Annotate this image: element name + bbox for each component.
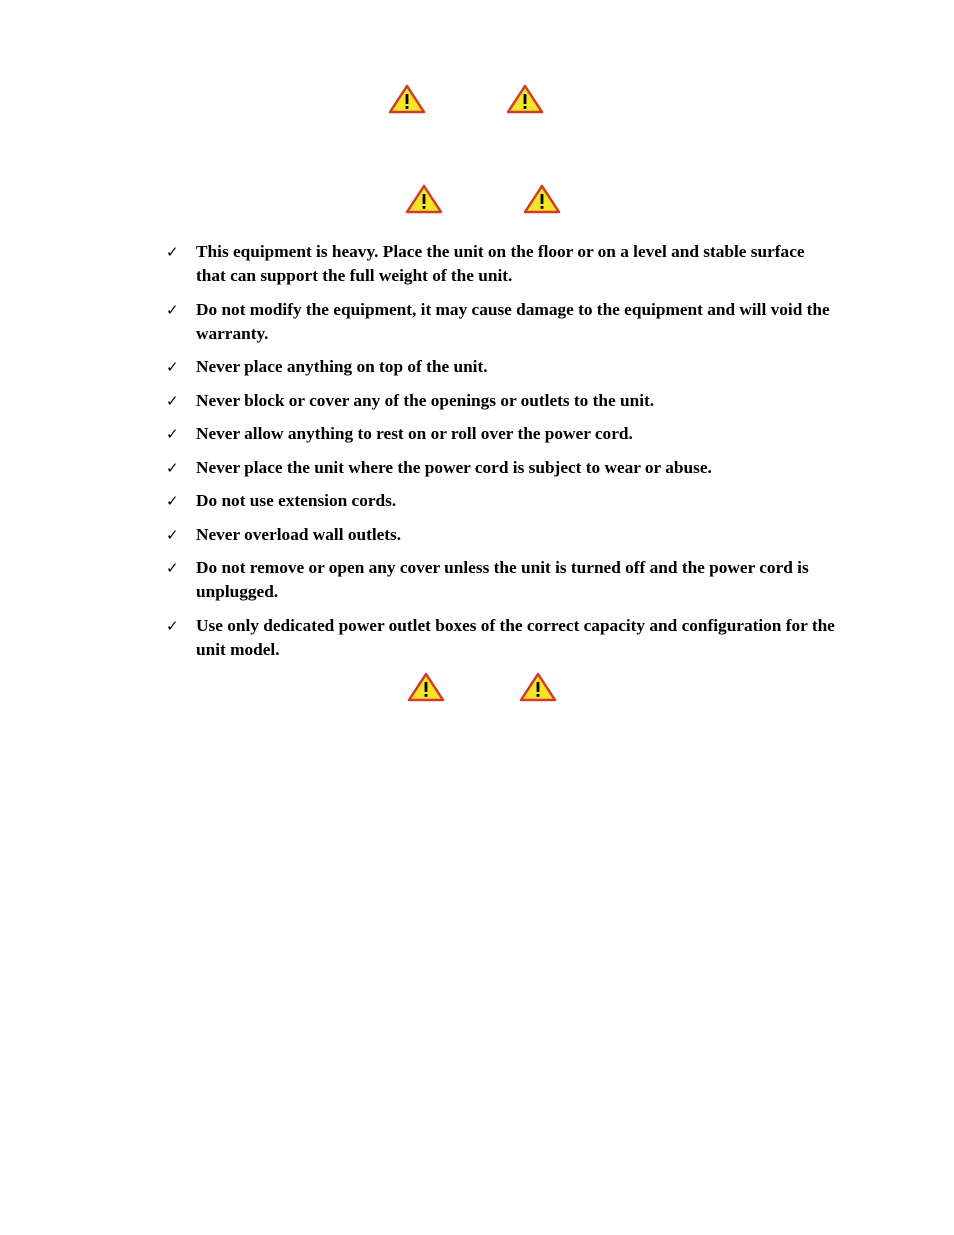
list-item-text: This equipment is heavy. Place the unit on the floor or on a level and stable surface that can support the full weight of the unit. xyxy=(196,242,805,285)
list-item xyxy=(166,422,836,446)
warning-triangle-icon xyxy=(523,184,561,214)
list-item xyxy=(166,523,836,547)
warning-triangle-icon xyxy=(506,84,544,114)
check-mark-icon: ✓ xyxy=(166,300,179,319)
safety-checklist xyxy=(166,240,836,671)
list-item xyxy=(166,489,836,513)
list-item-text: Use only dedicated power outlet boxes of the correct capacity and configuration for the unit model. xyxy=(196,615,835,659)
check-mark-icon: ✓ xyxy=(166,425,179,443)
list-item-text: Never place the unit where the power cord is subject to wear or abuse. xyxy=(196,457,712,477)
list-item xyxy=(166,240,836,288)
warning-triangle-icon xyxy=(519,672,557,702)
list-item-text: Never overload wall outlets. xyxy=(196,524,402,544)
list-item-text: Do not use extension cords. xyxy=(196,491,397,510)
check-mark-icon: ✓ xyxy=(166,525,179,544)
check-mark-icon: ✓ xyxy=(166,616,179,635)
warning-triangle-icon xyxy=(388,84,426,114)
check-mark-icon: ✓ xyxy=(166,358,179,376)
list-item xyxy=(166,614,836,662)
list-item-text: Never block or cover any of the openings or outlets to the unit. xyxy=(196,390,655,410)
list-item-text: Do not remove or open any cover unless the unit is turned off and the power cord is unplugged. xyxy=(196,558,809,601)
warning-triangle-icon xyxy=(407,672,445,702)
check-mark-icon: ✓ xyxy=(166,559,179,577)
check-mark-icon: ✓ xyxy=(166,243,179,261)
warning-triangle-icon xyxy=(405,184,443,214)
list-item xyxy=(166,556,836,604)
check-mark-icon: ✓ xyxy=(166,492,179,510)
list-item xyxy=(166,456,836,480)
list-item xyxy=(166,298,836,346)
list-item-text: Never place anything on top of the unit. xyxy=(196,357,488,376)
list-item-text: Do not modify the equipment, it may cause damage to the equipment and will void the warranty. xyxy=(196,299,830,343)
list-item-text: Never allow anything to rest on or roll over the power cord. xyxy=(196,424,633,443)
list-item xyxy=(166,389,836,413)
check-mark-icon: ✓ xyxy=(166,391,179,410)
check-mark-icon: ✓ xyxy=(166,458,179,477)
list-item xyxy=(166,355,836,379)
